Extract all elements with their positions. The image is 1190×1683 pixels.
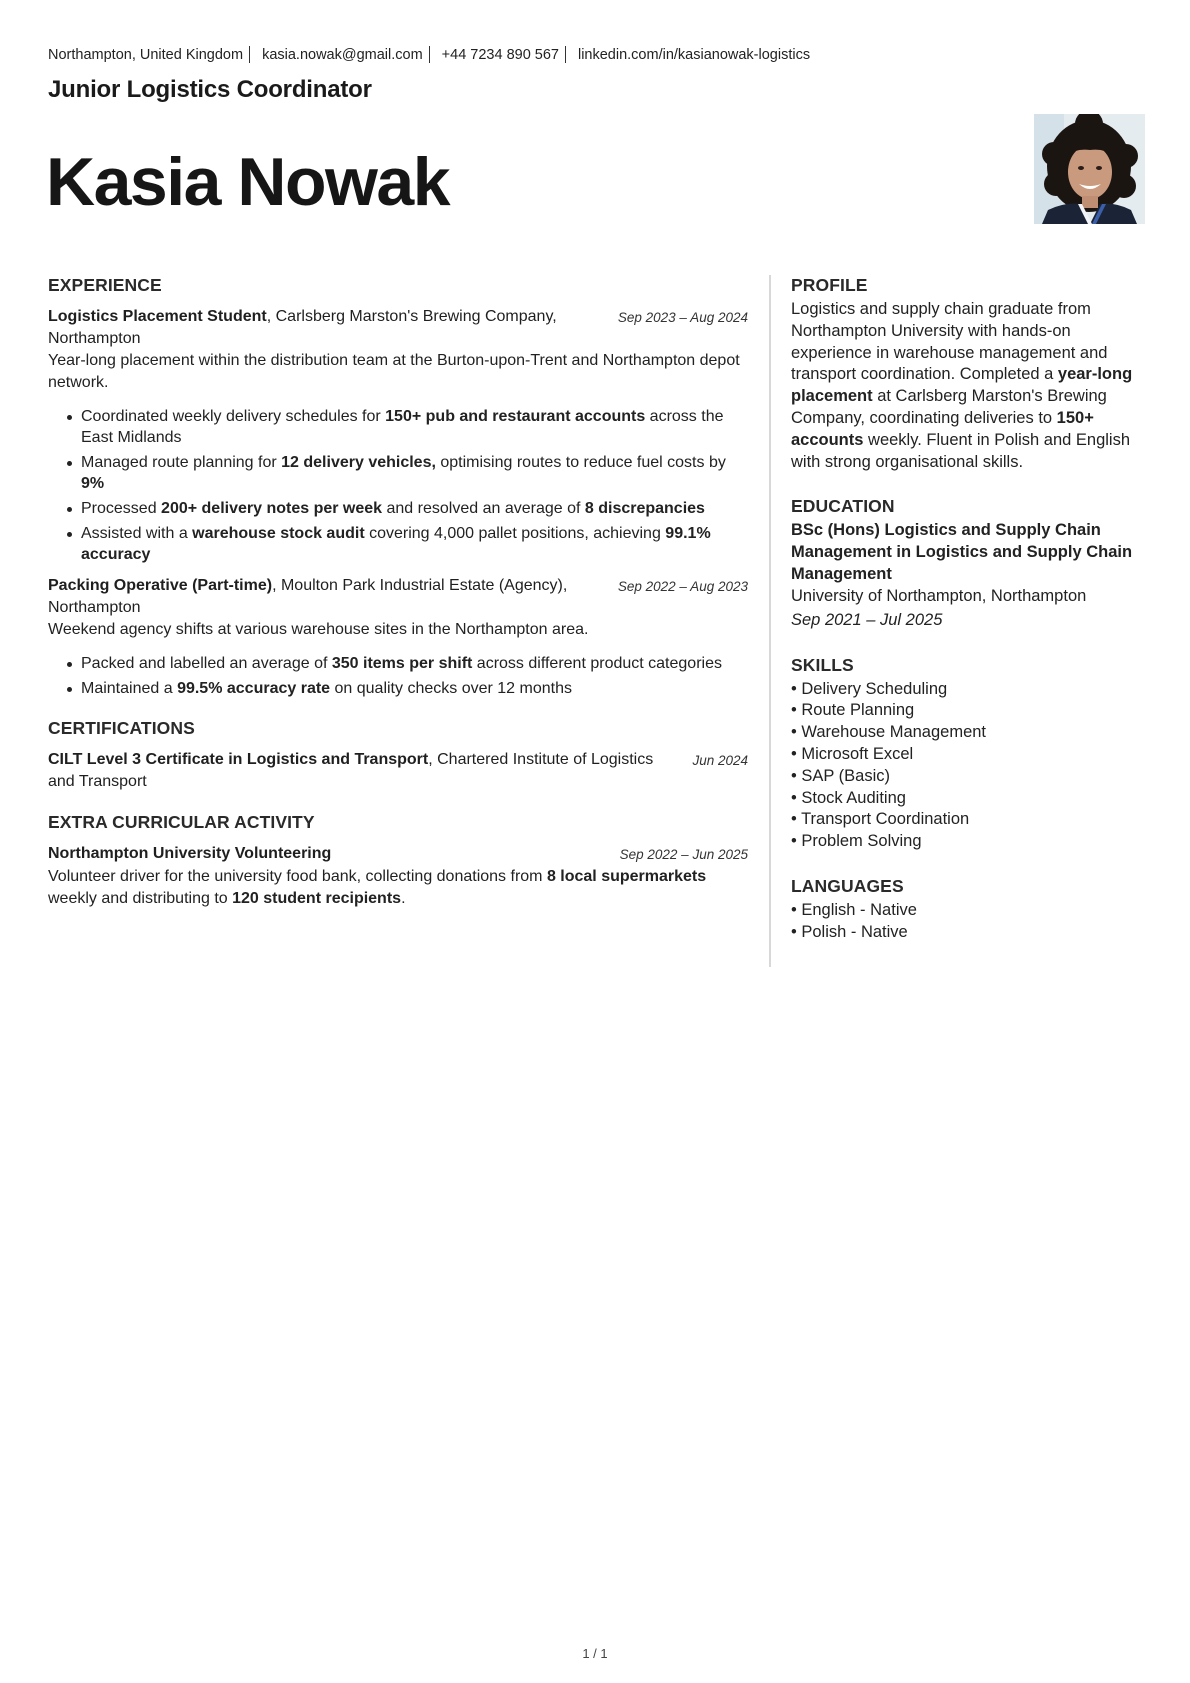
section-heading-languages: LANGUAGES bbox=[791, 875, 904, 896]
entry-description: Year-long placement within the distribution team at the Burton-upon-Trent and Northampton depot network. bbox=[48, 352, 740, 391]
entry-role: Logistics Placement Student bbox=[48, 308, 267, 325]
contact-location: Northampton, United Kingdom bbox=[48, 46, 244, 63]
contact-separator bbox=[565, 46, 566, 63]
skill-item: • Route Planning bbox=[791, 701, 915, 720]
education-section bbox=[791, 495, 1146, 631]
job-title: Junior Logistics Coordinator bbox=[48, 76, 372, 103]
bullet-item: Coordinated weekly delivery schedules for 150+ pub and restaurant accounts across the East Midlands bbox=[48, 406, 748, 448]
language-item: • Polish - Native bbox=[791, 922, 908, 941]
column-divider bbox=[769, 275, 771, 967]
languages-section bbox=[791, 875, 1146, 944]
certifications-section bbox=[48, 717, 748, 793]
section-heading-profile: PROFILE bbox=[791, 275, 868, 295]
entry-bullets bbox=[48, 406, 748, 565]
bullet-item: Packed and labelled an average of 350 items per shift across different product categories bbox=[48, 653, 748, 674]
skill-item: • Warehouse Management bbox=[791, 723, 987, 742]
education-degree: BSc (Hons) Logistics and Supply Chain Management in Logistics and Supply Chain Management bbox=[791, 521, 1133, 583]
contact-email[interactable]: kasia.nowak@gmail.com bbox=[262, 46, 423, 63]
contact-separator bbox=[429, 46, 430, 63]
profile-section bbox=[791, 274, 1146, 473]
entry-bullets bbox=[48, 653, 748, 699]
activity-description: Volunteer driver for the university food bank, collecting donations from 8 local supermarkets weekly and distributing to 120 student recipients. bbox=[48, 868, 707, 907]
contact-phone[interactable]: +44 7234 890 567 bbox=[441, 46, 559, 63]
experience-entry bbox=[48, 575, 748, 699]
skills-section bbox=[791, 654, 1146, 853]
right-column bbox=[791, 274, 1146, 966]
entry-org: , Carlsberg Marston's Brewing Company, Northampton bbox=[48, 308, 557, 347]
profile-summary: Logistics and supply chain graduate from Northampton University with hands-on experience in warehouse management and transport coordination. Completed a year-long placement at Carlsberg Marston's Brewing Company, coordinating deliveries to 150+ accounts weekly. Fluent in Polish and English with strong organisational skills. bbox=[791, 300, 1133, 471]
bullet-item: Managed route planning for 12 delivery vehicles, optimising routes to reduce fuel costs by 9% bbox=[48, 452, 748, 494]
skill-item: • Delivery Scheduling bbox=[791, 679, 948, 698]
certification-title: CILT Level 3 Certificate in Logistics and Transport bbox=[48, 751, 429, 768]
entry-date: Sep 2023 – Aug 2024 bbox=[617, 310, 748, 325]
bullet-item: Assisted with a warehouse stock audit covering 4,000 pallet positions, achieving 99.1% accuracy bbox=[48, 523, 748, 565]
skill-item: • Microsoft Excel bbox=[791, 744, 914, 763]
section-heading-experience: EXPERIENCE bbox=[48, 275, 162, 295]
profile-photo bbox=[1034, 114, 1145, 224]
languages-list bbox=[791, 900, 1146, 944]
activity-title: Northampton University Volunteering bbox=[48, 845, 332, 862]
entry-role: Packing Operative (Part-time) bbox=[48, 577, 273, 594]
left-column bbox=[48, 274, 748, 928]
section-heading-education: EDUCATION bbox=[791, 496, 895, 517]
section-heading-extracurricular: EXTRA CURRICULAR ACTIVITY bbox=[48, 812, 315, 832]
skill-item: • Transport Coordination bbox=[791, 810, 970, 829]
entry-date: Jun 2024 bbox=[692, 753, 748, 768]
entry-date: Sep 2022 – Jun 2025 bbox=[619, 847, 748, 862]
entry-date: Sep 2022 – Aug 2023 bbox=[617, 579, 748, 594]
contact-separator bbox=[249, 46, 250, 63]
section-heading-skills: SKILLS bbox=[791, 654, 854, 675]
experience-section bbox=[48, 274, 748, 699]
skill-item: • Stock Auditing bbox=[791, 788, 906, 807]
entry-org: , Moulton Park Industrial Estate (Agency), Northampton bbox=[48, 577, 568, 616]
experience-entry bbox=[48, 306, 748, 565]
education-date: Sep 2021 – Jul 2025 bbox=[791, 610, 943, 629]
page-number: 1 / 1 bbox=[582, 1646, 608, 1661]
entry-description: Weekend agency shifts at various warehouse sites in the Northampton area. bbox=[48, 621, 589, 638]
extracurricular-section bbox=[48, 811, 748, 910]
certification-org: , Chartered Institute of Logistics and Transport bbox=[48, 751, 654, 790]
skills-list bbox=[791, 679, 1146, 853]
person-photo-icon bbox=[1034, 114, 1145, 224]
skill-item: • Problem Solving bbox=[791, 832, 922, 851]
education-school: University of Northampton, Northampton bbox=[791, 586, 1087, 605]
language-item: • English - Native bbox=[791, 900, 917, 919]
candidate-name: Kasia Nowak bbox=[46, 144, 450, 220]
section-heading-certifications: CERTIFICATIONS bbox=[48, 718, 195, 738]
contact-linkedin[interactable]: linkedin.com/in/kasianowak-logistics bbox=[577, 46, 811, 63]
skill-item: • SAP (Basic) bbox=[791, 766, 890, 785]
bullet-item: Processed 200+ delivery notes per week and resolved an average of 8 discrepancies bbox=[48, 498, 748, 519]
activity-entry bbox=[48, 843, 748, 910]
certification-entry bbox=[48, 749, 748, 793]
contact-line bbox=[48, 46, 810, 63]
bullet-item: Maintained a 99.5% accuracy rate on quality checks over 12 months bbox=[48, 678, 748, 699]
